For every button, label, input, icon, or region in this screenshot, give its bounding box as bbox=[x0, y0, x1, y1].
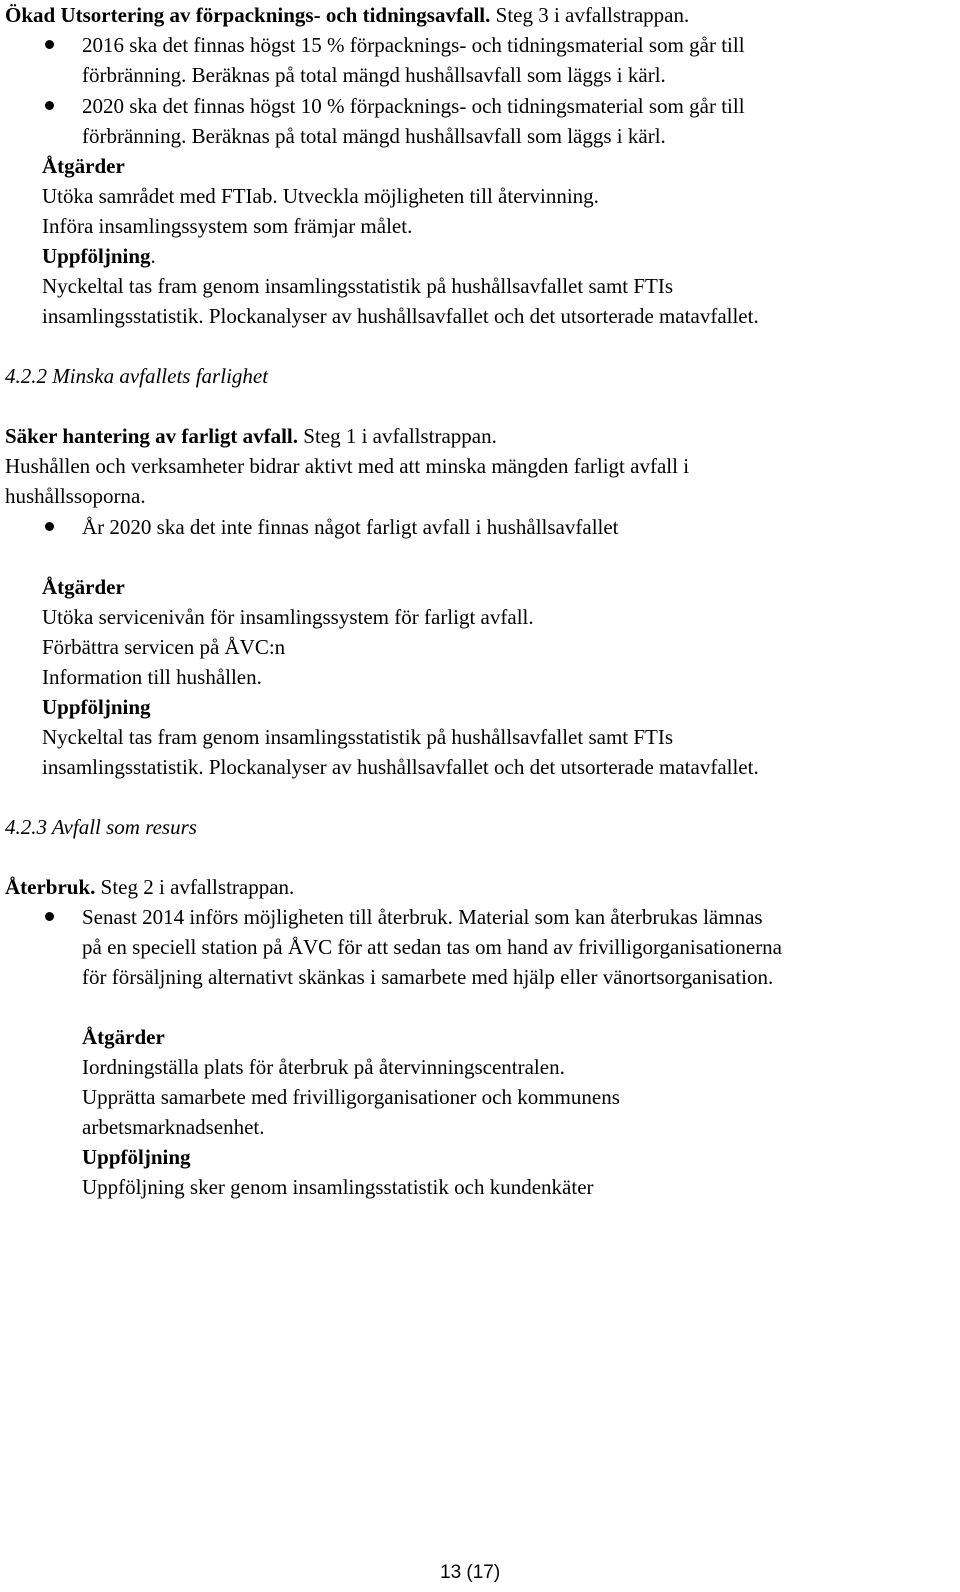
s1-heading-bold: Ökad Utsortering av förpacknings- och tidningsavfall. bbox=[5, 3, 491, 27]
s1-atgarder-line1: Utöka samrådet med FTIab. Utveckla möjligheten till återvinning. bbox=[42, 184, 599, 208]
s3-heading-rest: Steg 2 i avfallstrappan. bbox=[95, 875, 295, 899]
bullet-icon bbox=[45, 40, 54, 49]
bullet-icon bbox=[45, 522, 54, 531]
s2-intro-line1: Hushållen och verksamheter bidrar aktivt med att minska mängden farligt avfall i bbox=[5, 454, 690, 478]
s1-heading-rest: Steg 3 i avfallstrappan. bbox=[490, 3, 690, 27]
s3-uppfoljning-heading: Uppföljning bbox=[82, 1145, 191, 1169]
s1-uppfoljning-line2: insamlingsstatistik. Plockanalyser av hushållsavfallet och det utsorterade matavfallet. bbox=[42, 304, 759, 328]
s2-section-title: 4.2.2 Minska avfallets farlighet bbox=[5, 364, 269, 388]
s1-atgarder-heading: Åtgärder bbox=[42, 154, 125, 178]
s3-bullet1-line2: på en speciell station på ÅVC för att sedan tas om hand av frivilligorganisationerna bbox=[82, 935, 783, 959]
s1-uppfoljning-heading-text: Uppföljning bbox=[42, 244, 151, 268]
s1-uppfoljning-line1: Nyckeltal tas fram genom insamlingsstatistik på hushållsavfallet samt FTIs bbox=[42, 274, 674, 298]
s2-heading-bold: Säker hantering av farligt avfall. bbox=[5, 424, 299, 448]
s3-atgarder-line1: Iordningställa plats för återbruk på återvinningscentralen. bbox=[82, 1055, 565, 1079]
s2-atgarder-line1: Utöka servicenivån för insamlingssystem för farligt avfall. bbox=[42, 605, 534, 629]
page-number: 13 (17) bbox=[440, 1562, 501, 1583]
s3-atgarder-line2: Upprätta samarbete med frivilligorganisationer och kommunens bbox=[82, 1085, 620, 1109]
s2-atgarder-heading: Åtgärder bbox=[42, 575, 125, 599]
s2-intro-line2: hushållssoporna. bbox=[5, 484, 146, 508]
s1-bullet1-line2: förbränning. Beräknas på total mängd hushållsavfall som läggs i kärl. bbox=[82, 63, 666, 87]
s1-bullet2-line1: 2020 ska det finnas högst 10 % förpacknings- och tidningsmaterial som går till bbox=[82, 94, 745, 118]
s3-bullet1-line3: för försäljning alternativt skänkas i samarbete med hjälp eller vänortsorganisation. bbox=[82, 965, 774, 989]
s3-atgarder-heading: Åtgärder bbox=[82, 1025, 165, 1049]
s2-uppfoljning-line2: insamlingsstatistik. Plockanalyser av hushållsavfallet och det utsorterade matavfallet. bbox=[42, 755, 759, 779]
s2-bullet1: År 2020 ska det inte finnas något farligt avfall i hushållsavfallet bbox=[82, 515, 619, 539]
s3-uppfoljning-line1: Uppföljning sker genom insamlingsstatistik och kundenkäter bbox=[82, 1175, 594, 1199]
s2-uppfoljning-heading: Uppföljning bbox=[42, 695, 151, 719]
s1-atgarder-line2: Införa insamlingssystem som främjar målet. bbox=[42, 214, 413, 238]
s3-heading bbox=[5, 874, 294, 900]
s1-uppfoljning-heading-dot: . bbox=[150, 244, 156, 268]
s3-section-title: 4.2.3 Avfall som resurs bbox=[5, 815, 197, 839]
s2-heading bbox=[5, 423, 497, 449]
s1-uppfoljning-heading bbox=[42, 243, 156, 269]
s1-bullet2-line2: förbränning. Beräknas på total mängd hushållsavfall som läggs i kärl. bbox=[82, 124, 666, 148]
s1-heading bbox=[5, 2, 689, 28]
bullet-icon bbox=[45, 101, 54, 110]
s3-heading-bold: Återbruk. bbox=[5, 875, 96, 899]
s2-atgarder-line3: Information till hushållen. bbox=[42, 665, 262, 689]
s3-atgarder-line3: arbetsmarknadsenhet. bbox=[82, 1115, 265, 1139]
bullet-icon bbox=[45, 912, 54, 921]
s2-uppfoljning-line1: Nyckeltal tas fram genom insamlingsstatistik på hushållsavfallet samt FTIs bbox=[42, 725, 674, 749]
s2-atgarder-line2: Förbättra servicen på ÅVC:n bbox=[42, 635, 286, 659]
s1-bullet1-line1: 2016 ska det finnas högst 15 % förpacknings- och tidningsmaterial som går till bbox=[82, 33, 745, 57]
s2-heading-rest: Steg 1 i avfallstrappan. bbox=[298, 424, 497, 448]
s3-bullet1-line1: Senast 2014 införs möjligheten till återbruk. Material som kan återbrukas lämnas bbox=[82, 905, 763, 929]
